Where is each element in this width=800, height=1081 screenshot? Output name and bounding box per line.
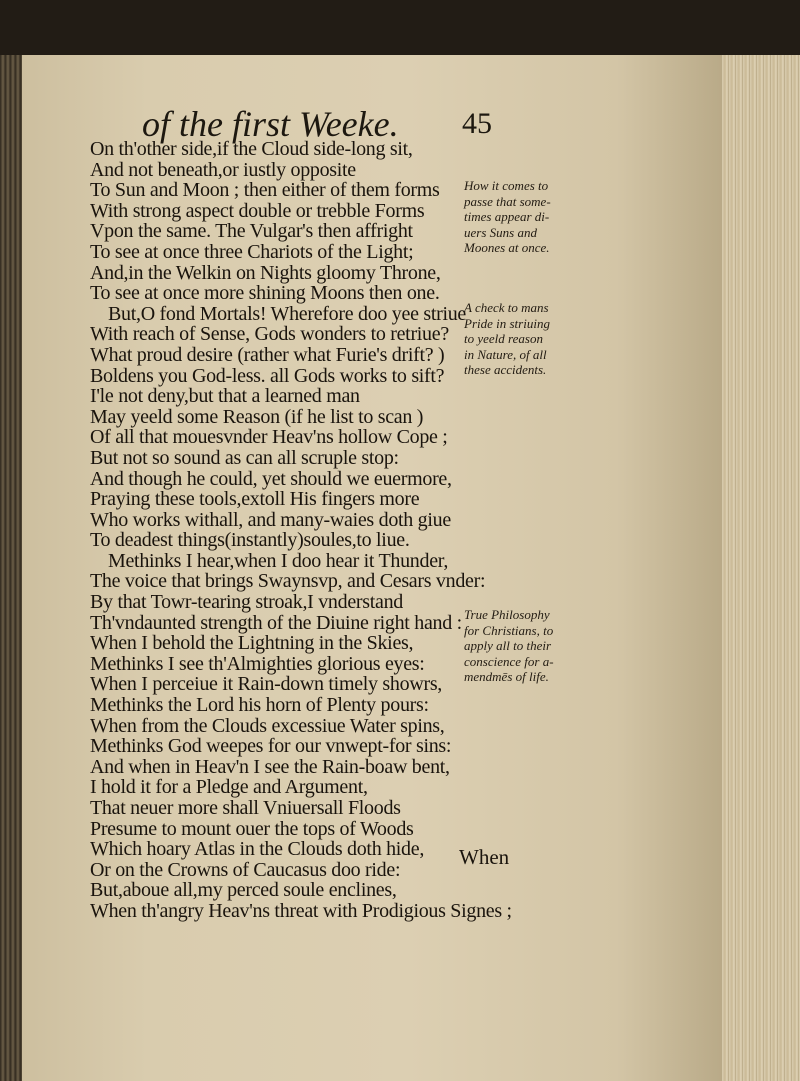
verse-line: I hold it for a Pledge and Argument, — [90, 776, 368, 799]
verse-line: Praying these tools,extoll His fingers more — [90, 488, 420, 511]
verse-line: To Sun and Moon ; then either of them forms — [90, 179, 440, 202]
binding-edge — [0, 55, 22, 1081]
scan-top-background — [0, 0, 800, 55]
verse-line: Which hoary Atlas in the Clouds doth hide, — [90, 838, 425, 861]
verse-line: To see at once more shining Moons then one. — [90, 282, 440, 305]
verse-line: Vpon the same. The Vulgar's then affright — [90, 220, 413, 243]
verse-line: I'le not deny,but that a learned man — [90, 385, 360, 408]
verse-line: To deadest things(instantly)soules,to liue. — [90, 529, 410, 552]
verse-line: Methinks I see th'Almighties glorious eyes: — [90, 652, 425, 675]
margin-note-3 — [464, 607, 584, 685]
verse-line: That neuer more shall Vniuersall Floods — [90, 797, 401, 819]
margin-note-line: in Nature, of all — [464, 346, 547, 362]
verse-line: Boldens you God-less. all Gods works to sift? — [90, 364, 445, 387]
verse-line: And though he could, yet should we euermore, — [90, 467, 452, 490]
verse-line: When from the Clouds excessiue Water spins, — [90, 714, 445, 737]
verse-line: Of all that mouesvnder Heav'ns hollow Cope ; — [90, 426, 448, 449]
verse-line: By that Towr-tearing stroak,I vnderstand — [90, 591, 403, 614]
verse-line: But,aboue all,my perced soule enclines, — [90, 879, 397, 902]
verse-line: When th'angry Heav'ns threat with Prodigious Signes ; — [90, 899, 512, 922]
verse-line: Methinks I hear,when I doo hear it Thunder, — [108, 549, 449, 572]
verse-line: Presume to mount ouer the tops of Woods — [90, 817, 414, 840]
verse-line: May yeeld some Reason (if he list to scan ) — [90, 405, 424, 428]
verse-line: Who works withall, and many-waies doth giue — [90, 508, 451, 531]
margin-note-line: mendmēs of life. — [464, 669, 549, 684]
margin-note-line: True Philosophy — [464, 607, 550, 622]
verse-line: On th'other side,if the Cloud side-long sit, — [90, 138, 413, 160]
catchword: When — [459, 845, 510, 869]
margin-note-2 — [464, 300, 584, 378]
margin-note-line: passe that some- — [464, 193, 551, 209]
verse-line: With reach of Sense, Gods wonders to retriue? — [90, 323, 449, 346]
verse-line: What proud desire (rather what Furie's drift? ) — [90, 343, 445, 366]
verse-line: Methinks God weepes for our vnwept-for sins: — [90, 735, 452, 758]
margin-note-line: Moones at once. — [464, 240, 550, 255]
page-number: 45 — [462, 107, 492, 140]
verse-text-block — [90, 139, 530, 922]
margin-note-line: conscience for a- — [464, 653, 554, 669]
verse-line: To see at once three Chariots of the Light; — [90, 240, 414, 263]
margin-note-line: A check to mans — [464, 300, 549, 315]
margin-note-line: to yeeld reason — [464, 331, 543, 346]
verse-line: When I behold the Lightning in the Skies, — [90, 632, 414, 655]
running-title: of the first Weeke. — [142, 104, 399, 144]
verse-line: The voice that brings Swaynsvp, and Cesars vnder: — [90, 570, 486, 593]
margin-note-line: Pride in striuing — [464, 315, 550, 331]
verse-line: With strong aspect double or trebble Forms — [90, 199, 425, 222]
verse-line: And not beneath,or iustly opposite — [90, 158, 356, 181]
page-fore-edge — [722, 55, 800, 1081]
verse-line: And when in Heav'n I see the Rain-boaw bent, — [90, 755, 450, 778]
verse-line: Th'vndaunted strength of the Diuine right hand : — [90, 611, 462, 634]
margin-note-1 — [464, 178, 584, 256]
verse-line: But not so sound as can all scruple stop: — [90, 446, 399, 469]
verse-line: Methinks the Lord his horn of Plenty pours: — [90, 694, 429, 717]
margin-note-line: apply all to their — [464, 638, 552, 653]
verse-line: When I perceiue it Rain-down timely showrs, — [90, 673, 443, 696]
verse-line: But,O fond Mortals! Wherefore doo yee striue — [108, 302, 466, 325]
margin-note-line: uers Suns and — [464, 224, 537, 240]
margin-note-line: for Christians, to — [464, 622, 554, 638]
book-page — [22, 55, 722, 1081]
margin-note-line: How it comes to — [464, 178, 549, 193]
margin-note-line: these accidents. — [464, 362, 547, 377]
verse-line: Or on the Crowns of Caucasus doo ride: — [90, 858, 401, 881]
verse-line: And,in the Welkin on Nights gloomy Throne, — [90, 261, 441, 284]
margin-note-line: times appear di- — [464, 209, 550, 224]
